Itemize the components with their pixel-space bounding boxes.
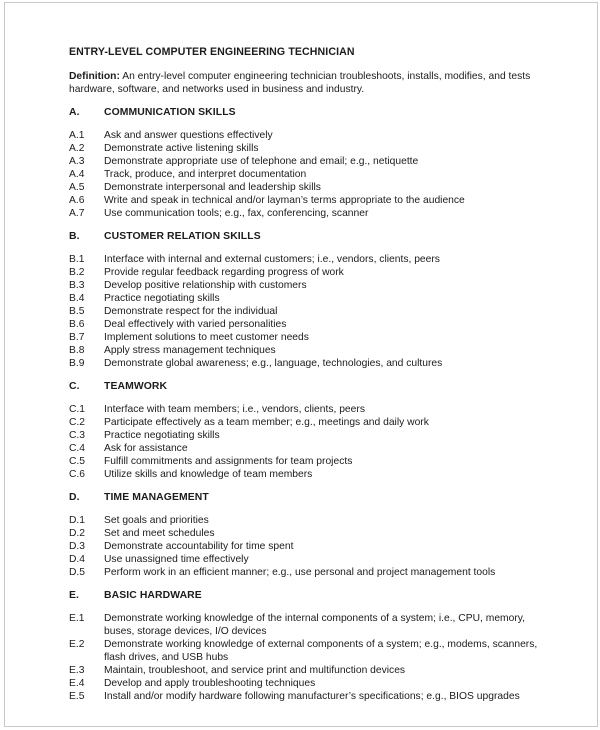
skill-item-row: [69, 168, 541, 181]
section-heading-row: [69, 491, 541, 504]
skill-item-number: D.5: [69, 567, 86, 578]
skill-item-row: [69, 455, 541, 468]
section-heading: TEAMWORK: [104, 381, 168, 392]
section-heading-row: [69, 106, 541, 119]
skill-item-row: [69, 194, 541, 207]
skill-item-number: E.5: [69, 691, 85, 702]
skill-section: [69, 589, 541, 703]
skill-item-row: [69, 664, 541, 677]
skill-item-row: [69, 566, 541, 579]
skill-item-number: B.4: [69, 293, 85, 304]
skill-item-text: Demonstrate working knowledge of external components of a system; e.g., modems, scanners, flash drives, and USB hubs: [104, 639, 538, 663]
skill-section: [69, 230, 541, 370]
skill-item-row: [69, 344, 541, 357]
skill-item-row: [69, 207, 541, 220]
skill-item-number: B.8: [69, 345, 85, 356]
section-heading: TIME MANAGEMENT: [104, 492, 209, 503]
skill-item-number: C.3: [69, 430, 86, 441]
section-items: [69, 129, 541, 220]
skill-item-number: A.3: [69, 156, 85, 167]
document-content: [5, 3, 597, 703]
skill-item-number: E.1: [69, 613, 85, 624]
skill-item-number: D.3: [69, 541, 86, 552]
skill-section: [69, 106, 541, 220]
skill-item-number: C.1: [69, 404, 86, 415]
section-heading-row: [69, 589, 541, 602]
skill-item-text: Practice negotiating skills: [104, 430, 220, 441]
definition-text: An entry-level computer engineering technician troubleshoots, installs, modifies, and tests hardware, software, and networks used in business and industry.: [69, 71, 531, 95]
skill-item-number: E.2: [69, 639, 85, 650]
skill-item-number: B.7: [69, 332, 85, 343]
skill-item-row: [69, 468, 541, 481]
skill-section: [69, 491, 541, 579]
section-letter: B.: [69, 231, 80, 242]
skill-item-text: Demonstrate respect for the individual: [104, 306, 278, 317]
skill-item-number: D.4: [69, 554, 86, 565]
skill-item-row: [69, 253, 541, 266]
section-items: [69, 403, 541, 481]
skill-item-row: [69, 357, 541, 370]
page-frame: [4, 2, 598, 727]
definition-paragraph: [69, 70, 541, 96]
skill-item-row: [69, 305, 541, 318]
skill-item-text: Develop positive relationship with customers: [104, 280, 307, 291]
skill-item-row: [69, 527, 541, 540]
skill-item-row: [69, 690, 541, 703]
skill-item-row: [69, 181, 541, 194]
skill-item-row: [69, 129, 541, 142]
skill-item-text: Track, produce, and interpret documentation: [104, 169, 307, 180]
skill-item-number: C.4: [69, 443, 86, 454]
section-letter: A.: [69, 107, 80, 118]
section-items: [69, 514, 541, 579]
skill-item-number: A.5: [69, 182, 85, 193]
skill-item-number: B.2: [69, 267, 85, 278]
skill-item-text: Interface with internal and external customers; i.e., vendors, clients, peers: [104, 254, 440, 265]
skill-item-row: [69, 142, 541, 155]
skill-item-number: D.1: [69, 515, 86, 526]
skill-item-row: [69, 292, 541, 305]
skill-item-text: Install and/or modify hardware following manufacturer’s specifications; e.g., BIOS upgrades: [104, 691, 520, 702]
skill-item-row: [69, 416, 541, 429]
skill-item-number: C.6: [69, 469, 86, 480]
skill-item-row: [69, 612, 541, 638]
skill-item-number: C.2: [69, 417, 86, 428]
skill-item-text: Ask for assistance: [104, 443, 188, 454]
skill-item-text: Use unassigned time effectively: [104, 554, 249, 565]
skill-item-row: [69, 429, 541, 442]
skill-item-text: Write and speak in technical and/or layman’s terms appropriate to the audience: [104, 195, 465, 206]
skill-item-text: Demonstrate active listening skills: [104, 143, 259, 154]
section-items: [69, 612, 541, 703]
skill-item-row: [69, 266, 541, 279]
skill-item-number: E.4: [69, 678, 85, 689]
skill-item-row: [69, 677, 541, 690]
skill-item-text: Maintain, troubleshoot, and service print and multifunction devices: [104, 665, 406, 676]
skill-item-row: [69, 331, 541, 344]
section-letter: D.: [69, 492, 80, 503]
sections-list: [69, 106, 541, 703]
skill-item-text: Deal effectively with varied personalities: [104, 319, 287, 330]
skill-item-text: Implement solutions to meet customer needs: [104, 332, 309, 343]
skill-item-text: Fulfill commitments and assignments for team projects: [104, 456, 353, 467]
definition-label: Definition:: [69, 71, 120, 82]
skill-item-number: B.3: [69, 280, 85, 291]
section-letter: C.: [69, 381, 80, 392]
skill-item-text: Use communication tools; e.g., fax, conferencing, scanner: [104, 208, 369, 219]
skill-item-number: A.2: [69, 143, 85, 154]
skill-item-text: Ask and answer questions effectively: [104, 130, 273, 141]
skill-item-row: [69, 442, 541, 455]
section-items: [69, 253, 541, 370]
skill-item-text: Provide regular feedback regarding progress of work: [104, 267, 344, 278]
skill-item-text: Interface with team members; i.e., vendors, clients, peers: [104, 404, 365, 415]
skill-item-text: Apply stress management techniques: [104, 345, 276, 356]
skill-item-number: A.7: [69, 208, 85, 219]
skill-item-text: Set goals and priorities: [104, 515, 209, 526]
skill-item-number: B.1: [69, 254, 85, 265]
section-letter: E.: [69, 590, 80, 601]
skill-item-row: [69, 514, 541, 527]
skill-item-text: Demonstrate working knowledge of the internal components of a system; i.e., CPU, memory, buses, storage devices, I/O devices: [104, 613, 526, 637]
skill-item-text: Demonstrate interpersonal and leadership skills: [104, 182, 321, 193]
skill-item-number: E.3: [69, 665, 85, 676]
skill-item-text: Demonstrate appropriate use of telephone and email; e.g., netiquette: [104, 156, 419, 167]
skill-item-row: [69, 540, 541, 553]
skill-item-row: [69, 638, 541, 664]
skill-item-text: Demonstrate accountability for time spent: [104, 541, 294, 552]
skill-item-text: Practice negotiating skills: [104, 293, 220, 304]
skill-item-number: B.9: [69, 358, 85, 369]
skill-item-text: Develop and apply troubleshooting techniques: [104, 678, 316, 689]
skill-item-row: [69, 318, 541, 331]
skill-section: [69, 380, 541, 481]
skill-item-number: D.2: [69, 528, 86, 539]
skill-item-number: A.4: [69, 169, 85, 180]
skill-item-row: [69, 155, 541, 168]
skill-item-text: Utilize skills and knowledge of team members: [104, 469, 313, 480]
section-heading-row: [69, 230, 541, 243]
section-heading: CUSTOMER RELATION SKILLS: [104, 231, 261, 242]
skill-item-row: [69, 279, 541, 292]
section-heading-row: [69, 380, 541, 393]
skill-item-row: [69, 403, 541, 416]
skill-item-number: A.6: [69, 195, 85, 206]
skill-item-text: Set and meet schedules: [104, 528, 215, 539]
document-title: ENTRY-LEVEL COMPUTER ENGINEERING TECHNICIAN: [69, 46, 355, 58]
skill-item-text: Perform work in an efficient manner; e.g., use personal and project management tools: [104, 567, 496, 578]
section-heading: COMMUNICATION SKILLS: [104, 107, 236, 118]
skill-item-number: B.5: [69, 306, 85, 317]
skill-item-number: C.5: [69, 456, 86, 467]
skill-item-number: B.6: [69, 319, 85, 330]
skill-item-row: [69, 553, 541, 566]
skill-item-text: Demonstrate global awareness; e.g., language, technologies, and cultures: [104, 358, 443, 369]
section-heading: BASIC HARDWARE: [104, 590, 202, 601]
skill-item-text: Participate effectively as a team member; e.g., meetings and daily work: [104, 417, 429, 428]
skill-item-number: A.1: [69, 130, 85, 141]
